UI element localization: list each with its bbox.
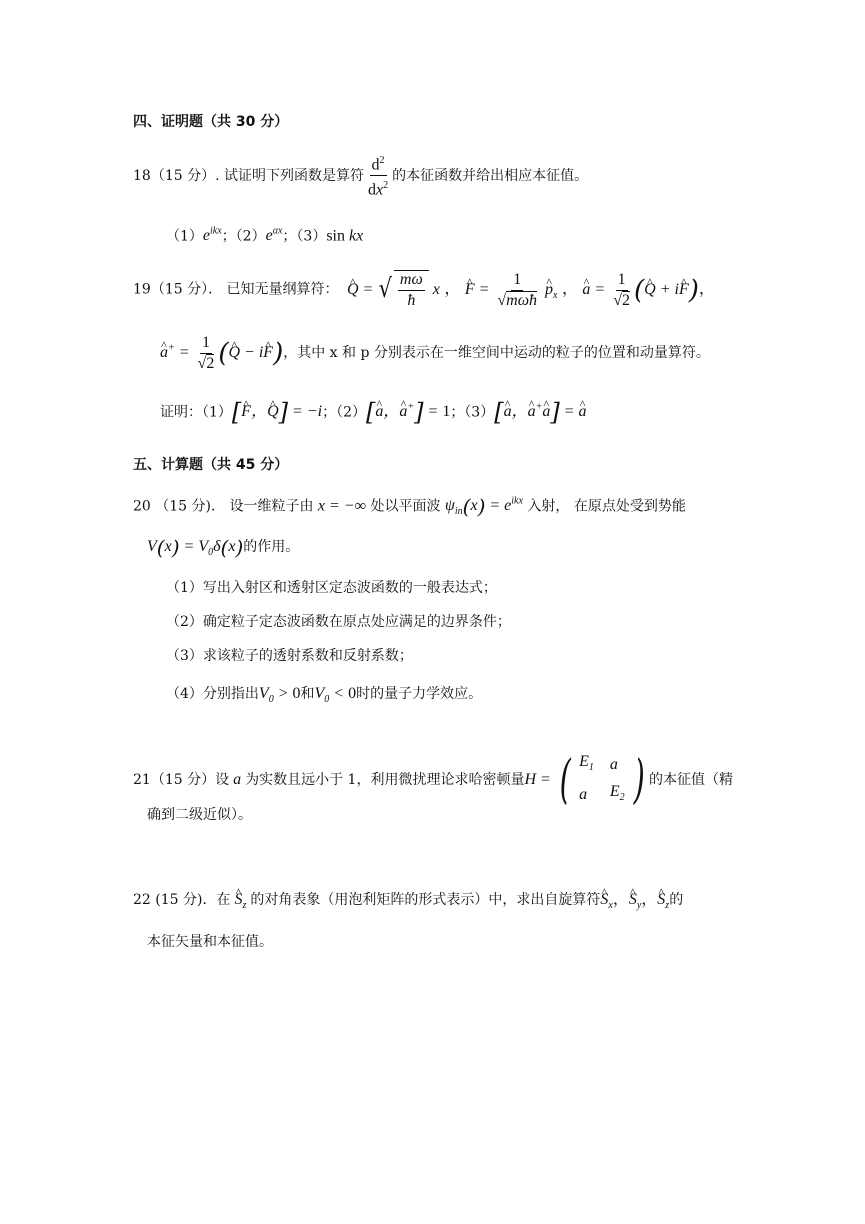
q19-line2-suffix: ，其中 x 和 p 分别表示在一维空间中运动的粒子的位置和动量算符。: [283, 345, 710, 362]
q18-prefix: 18（15 分）. 试证明下列函数是算符: [133, 167, 364, 184]
q19-proof-label: 证明：（1）: [160, 404, 232, 421]
section-4-title: 四、证明题（共 30 分）: [133, 114, 289, 130]
q22-line2: 本征矢量和本征值。: [147, 934, 273, 950]
q18-suffix: 的本征函数并给出相应本征值。: [392, 167, 589, 184]
q18-items: [166, 222, 363, 246]
q20-item4-mid: 和: [300, 686, 315, 702]
q20-prefix: 20 （15 分)． 设一维粒子由: [133, 498, 314, 515]
question-21: [133, 750, 733, 810]
q19-proof-2: [^ a，^ a+] = 1: [366, 403, 450, 420]
q20-mid: 处以平面波: [370, 498, 441, 515]
q21-mid: 为实数且远小于 1，利用微扰理论求哈密顿量: [245, 771, 525, 788]
q22-prefix: 22 (15 分)．在: [133, 892, 231, 908]
q21-a: a: [229, 770, 246, 788]
q21-prefix: 21（15 分）设: [133, 771, 230, 788]
question-20: [133, 492, 686, 523]
q20-item-4: [166, 684, 482, 710]
q19-Q-def: ^ Q = √ $\frac{m\omega}{ħ}$ x: [347, 281, 440, 298]
q18-item-label-2: ；（2）: [221, 228, 266, 245]
q20-v0-negative: $V_0 < 0$: [314, 685, 357, 706]
q22-operators: ^ $S_x$，^ $S_y$，^ $S_z$: [600, 891, 669, 908]
q22-Sz: ^ $S_z$: [230, 891, 250, 908]
section-5-title: 五、计算题（共 45 分）: [133, 457, 289, 473]
q19-proof: [160, 398, 587, 427]
q22-suffix: 的: [669, 892, 684, 908]
q18-item-label-3: ；（3）: [282, 228, 327, 245]
q20-suffix: 入射， 在原点处受到势能: [527, 498, 686, 515]
q20-item4-prefix: （4）分别指出: [166, 686, 259, 702]
q19-adag-def: ^ a+ = $\frac{1}{√2}$ (^ Q − i^ F): [160, 344, 283, 361]
q20-psi-in: $\psi_{in}(x) = e^{ikx}$: [444, 494, 523, 519]
q18-f1: $e^{ikx}$: [202, 226, 222, 245]
q21-suffix: 的本征值（精: [648, 771, 733, 788]
q18-operator-fraction: $\frac{d^2}{dx^2}$: [366, 152, 390, 200]
q19-proof-label-3: ；（3）: [450, 404, 495, 421]
q18-f3: sin kx: [326, 227, 364, 245]
q20-item-3: （3）求该粒子的透射系数和反射系数；: [166, 648, 413, 664]
question-19: 19（15 分）． 已知无量纲算符： ^ Q = √ $\frac{m\omega}{ħ}$ x ， ^ F = $\frac{1}{\text{√mωħ}}$ ^ $p_x$ ， ^ a = $\frac{1}{√2}$ (^ Q + i^ F)，: [133, 270, 715, 310]
q20-potential: $V(x) = V_0\delta(x)$: [147, 535, 244, 560]
q22-mid: 的对角表象（用泡利矩阵的形式表示）中，求出自旋算符: [250, 892, 601, 908]
q18-item-label-1: （1）: [166, 228, 203, 245]
q19-a-def: ^ a = $\frac{1}{√2}$ (^ Q + i^ F): [582, 281, 698, 298]
question-22: [133, 890, 683, 916]
q19-line2: [160, 334, 710, 373]
q20-line2-suffix: 的作用。: [243, 539, 300, 555]
q20-x-minus-inf: x = −∞: [317, 497, 367, 515]
q21-line2: 确到二级近似）。: [147, 807, 252, 823]
q19-prefix: 19（15 分）． 已知无量纲算符：: [133, 281, 339, 298]
q18-f2: $e^{\alpha x}$: [265, 226, 283, 245]
q20-item-1: （1）写出入射区和透射区定态波函数的一般表达式；: [166, 580, 497, 596]
q19-proof-1: [^ F，^ Q] = −i: [232, 403, 322, 420]
q21-hamiltonian: H = ( $E_1$ a a $E_2$ ): [524, 750, 645, 811]
q20-item-2: （2）确定粒子定态波函数在原点处应满足的边界条件；: [166, 614, 511, 630]
q19-proof-label-2: ；（2）: [322, 404, 366, 421]
q19-proof-3: [^ a，^ a+^ a] = ^ a: [494, 403, 586, 420]
q20-v0-positive: $V_0 > 0$: [258, 685, 301, 706]
q20-line2: [147, 537, 299, 563]
q19-F-def: ^ F = $\frac{1}{\text{√mωħ}}$ ^ $p_x$: [465, 281, 558, 298]
question-18: [133, 152, 588, 200]
q20-item4-suffix: 时的量子力学效应。: [356, 686, 483, 702]
